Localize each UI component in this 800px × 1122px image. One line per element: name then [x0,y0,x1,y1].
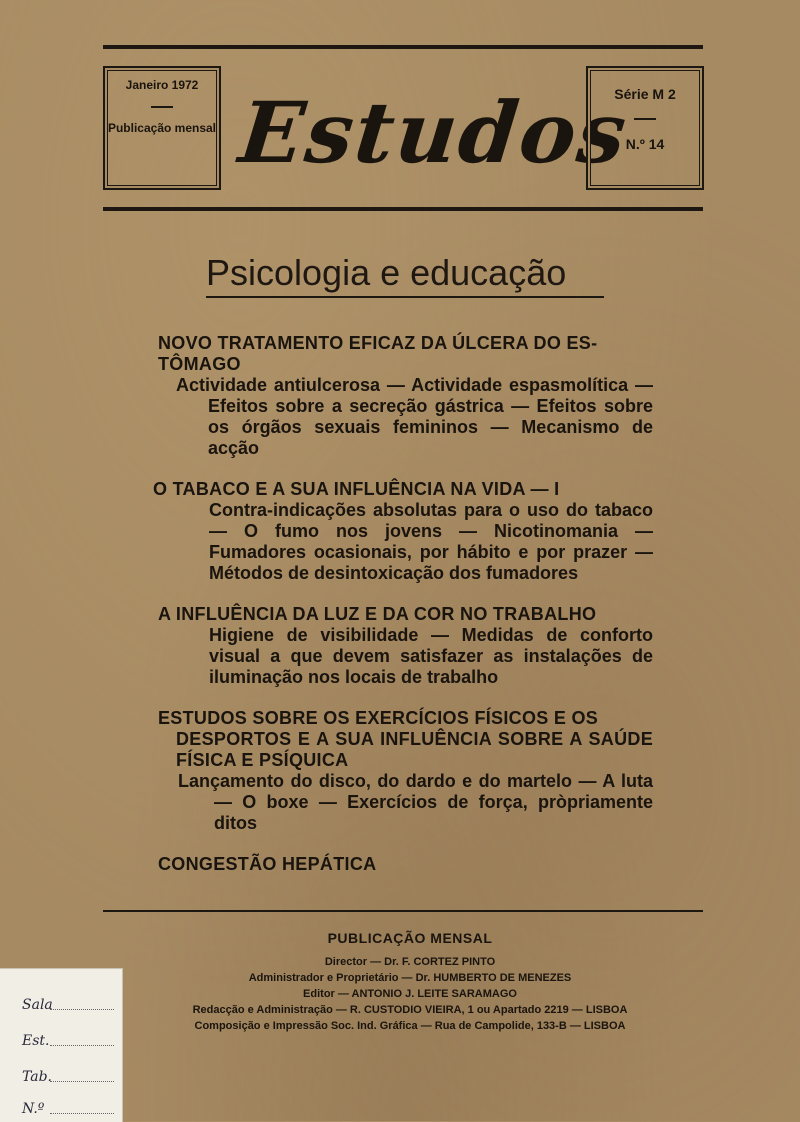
top-rule [103,45,703,49]
masthead-bottom-rule [103,207,703,211]
dash-divider [634,118,656,120]
footer-title: PUBLICAÇÃO MENSAL [327,930,493,946]
footer-rule [103,910,703,912]
article-title [158,708,653,771]
publication-frequency: Publicação mensal [107,121,217,135]
article-title [153,479,653,500]
article-title [158,604,653,625]
stamp-label: Sala [22,997,53,1013]
series-label: Série M 2 [614,86,676,102]
table-of-contents [153,333,653,895]
issue-date: Janeiro 1972 [125,78,199,92]
article-title-continuation: DESPORTOS E A SUA INFLUÊNCIA SOBRE A SAÚDE FÍSICA E PSÍQUICA [176,729,653,770]
stamp-fill-line [50,1009,114,1010]
article-entry [158,604,653,688]
date-box [103,66,221,190]
series-box [586,66,704,190]
article-title [158,333,653,375]
stamp-row-tab [22,1063,114,1087]
article-subtitle: Lançamento do disco, do dardo e do martelo — A luta — O boxe — Exercícios de força, pròpriamente ditos [178,771,653,833]
stamp-label: Est. [22,1033,50,1049]
footer-printer: Composição e Impressão Soc. Ind. Gráfica — Rua de Campolide, 133-B — LISBOA [194,1020,626,1032]
stamp-label: Tab. [22,1069,53,1085]
footer-administrator: Administrador e Proprietário — Dr. HUMBERTO DE MENEZES [248,972,572,984]
subtitle-underline [206,296,604,298]
article-subtitle: Higiene de visibilidade — Medidas de conforto visual a que devem satisfazer as instalações de iluminação nos locais de trabalho [209,625,653,687]
article-subtitle: Contra-indicações absolutas para o uso do tabaco — O fumo nos jovens — Nicotinomania — Fumadores ocasionais, por hábito e por prazer — Métodos de desintoxicação dos fumadores [209,500,653,583]
footer-editor: Editor — ANTONIO J. LEITE SARAMAGO [303,988,517,1000]
stamp-row-est [22,1027,114,1051]
issue-number: N.º 14 [625,136,665,152]
article-title-text: ESTUDOS SOBRE OS EXERCÍCIOS FÍSICOS E OS [158,708,599,728]
stamp-row-sala [22,991,114,1015]
stamp-fill-line [50,1045,114,1046]
article-title-text: NOVO TRATAMENTO EFICAZ DA ÚLCERA DO ES- [158,333,598,353]
article-title-continuation: TÔMAGO [158,354,241,374]
imprint-footer [140,928,680,1034]
stamp-row-numero [22,1095,114,1119]
article-title-text: CONGESTÃO HEPÁTICA [158,854,377,874]
stamp-label: N.º [22,1101,45,1117]
footer-director: Director — Dr. F. CORTEZ PINTO [324,956,496,968]
article-entry [158,333,653,459]
masthead-title: Estudos [234,83,633,182]
dash-divider [151,106,173,108]
footer-address: Redacção e Administração — R. CUSTODIO VIEIRA, 1 ou Apartado 2219 — LISBOA [192,1004,628,1016]
stamp-fill-line [50,1081,114,1082]
library-shelf-stamp [0,968,123,1122]
stamp-fill-line [50,1113,114,1114]
article-entry [153,479,653,584]
article-title [158,854,653,875]
article-title-text: A INFLUÊNCIA DA LUZ E DA COR NO TRABALHO [158,604,597,624]
page-subtitle: Psicologia e educação [206,252,567,293]
article-title-text: O TABACO E A SUA INFLUÊNCIA NA VIDA — I [153,479,560,499]
article-subtitle: Actividade antiulcerosa — Actividade espasmolítica — Efeitos sobre a secreção gástrica — Efeitos sobre os órgãos sexuais femininos — Mecanismo de acção [176,375,653,458]
article-entry [158,708,653,834]
article-entry [158,854,653,875]
